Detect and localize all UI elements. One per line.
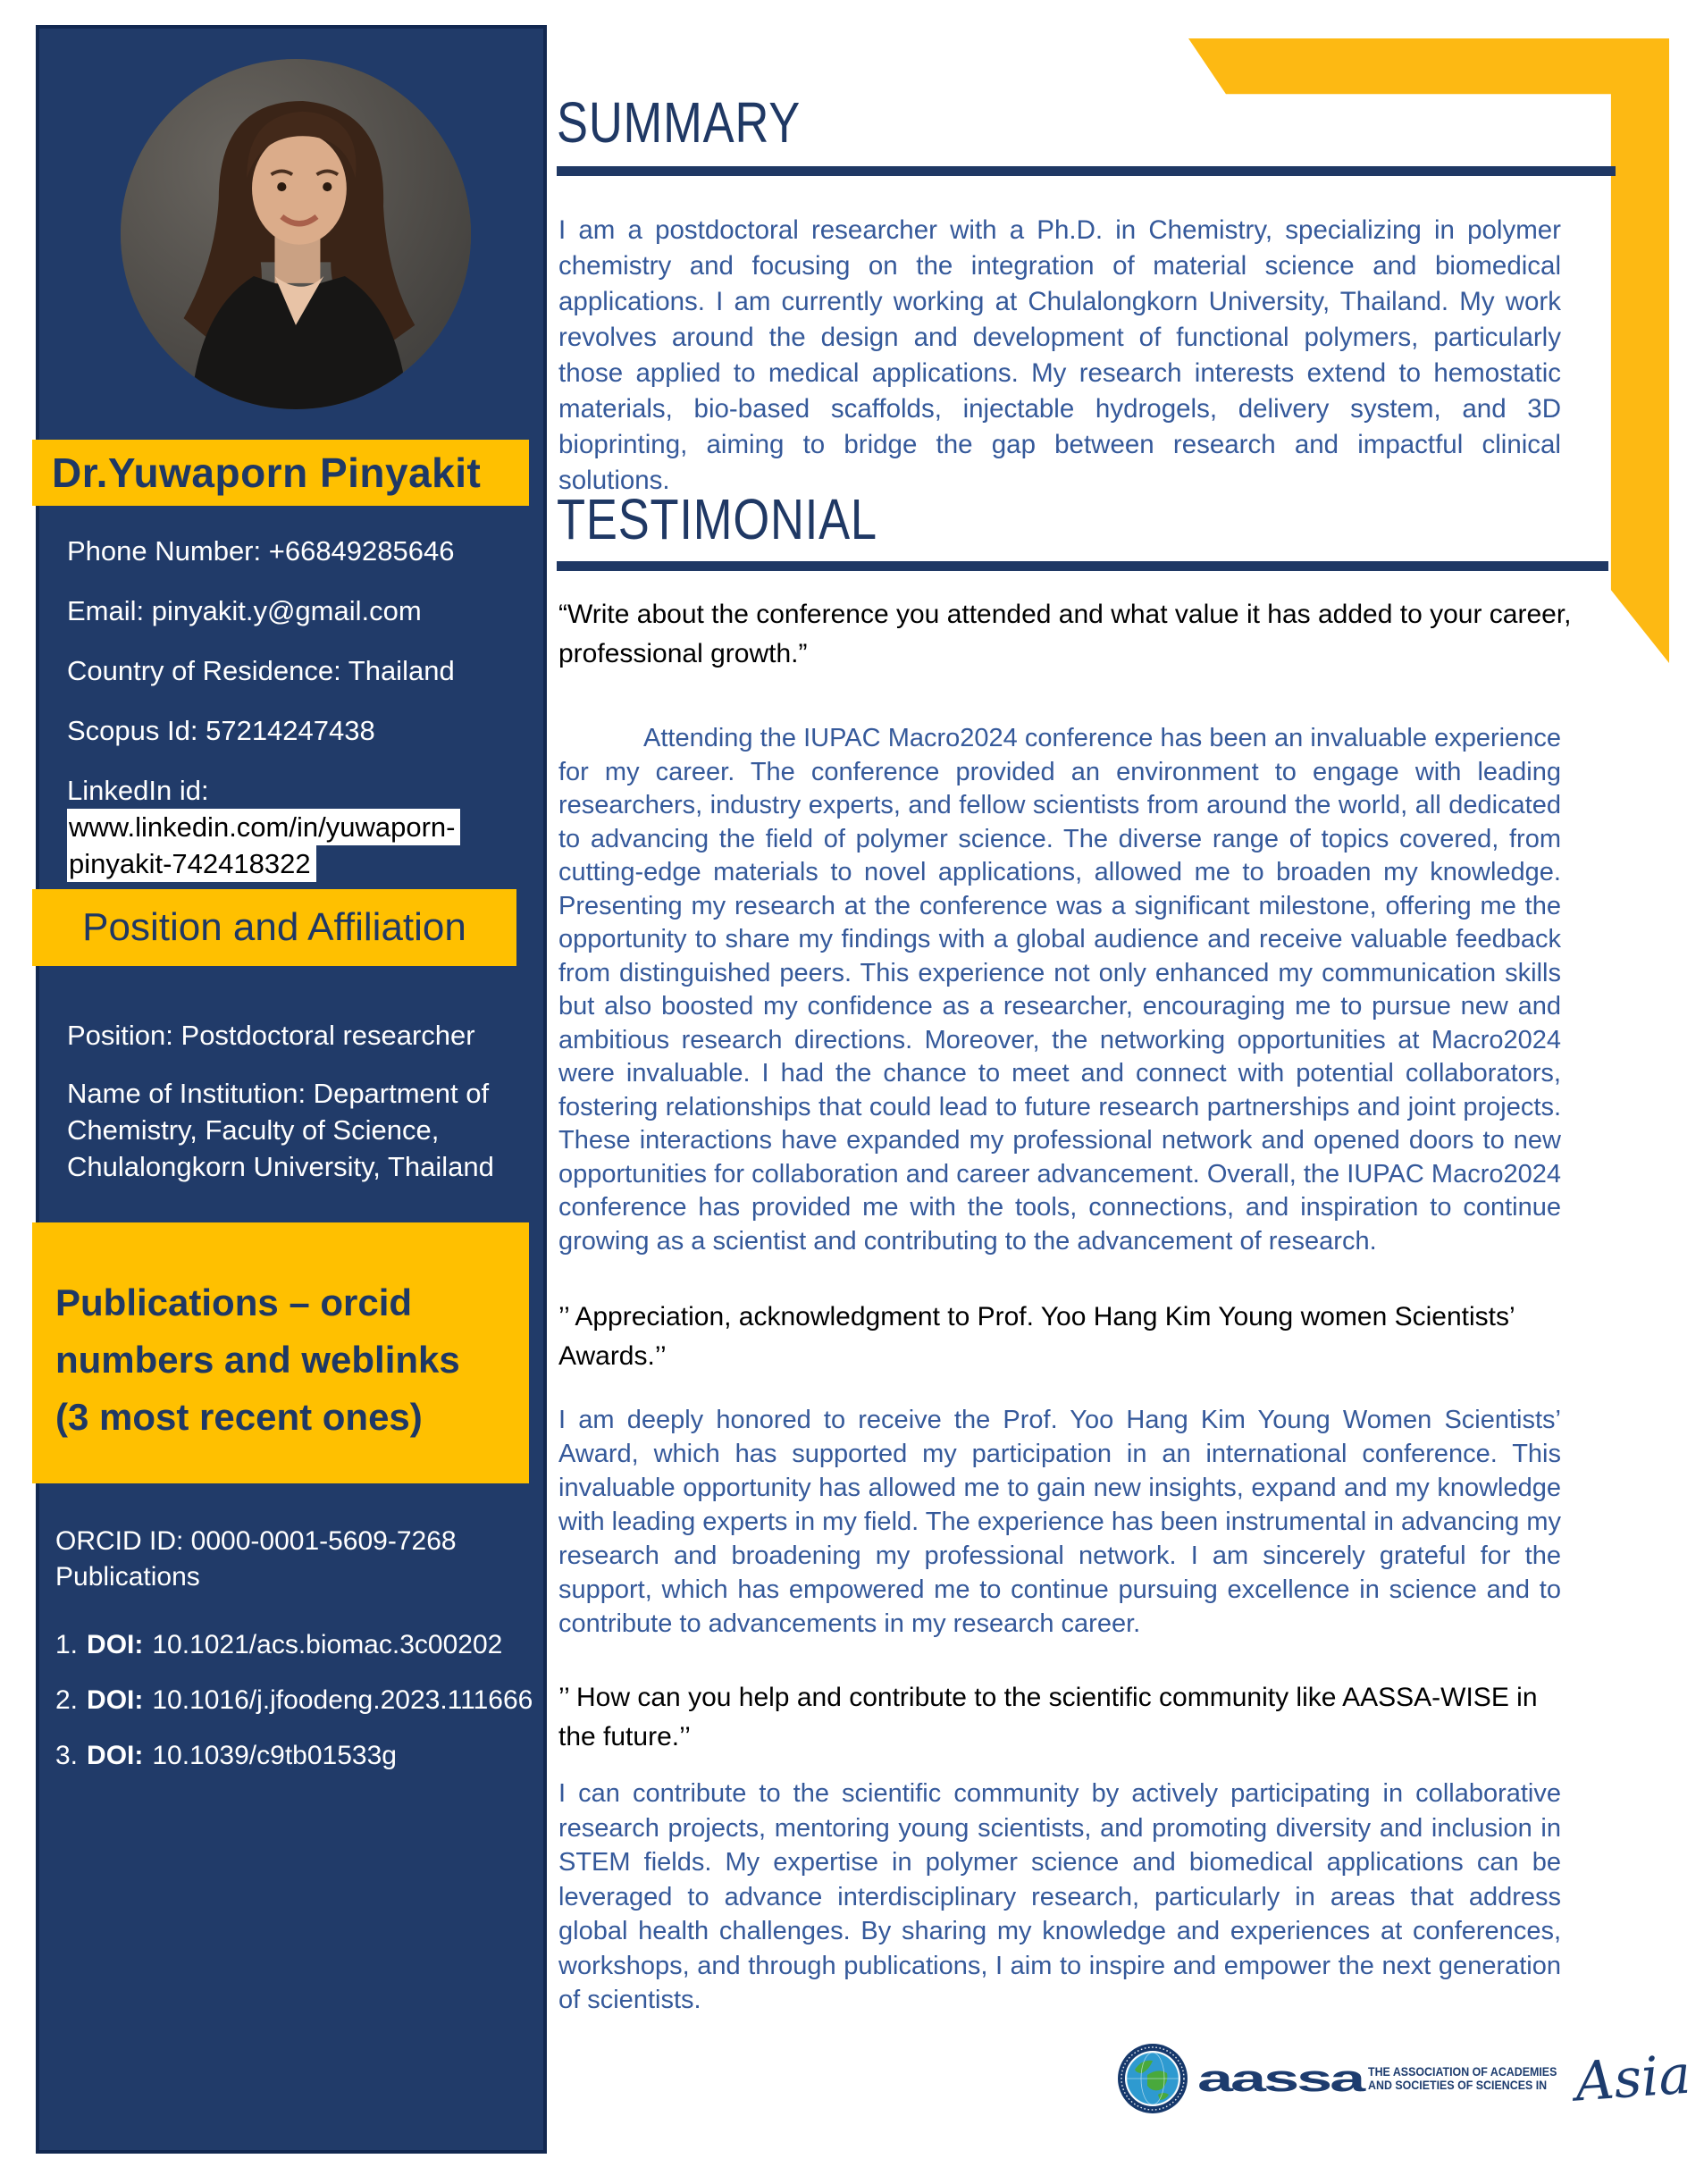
testimonial-question-2: ’’ Appreciation, acknowledgment to Prof. Yoo Hang Kim Young women Scientists’ Awards.’’ bbox=[558, 1302, 1515, 1371]
aassa-region-script: Asia bbox=[1573, 2043, 1693, 2114]
position-line: Position: Postdoctoral researcher bbox=[67, 1020, 475, 1051]
name-banner bbox=[32, 440, 529, 506]
profile-photo bbox=[121, 59, 471, 409]
aassa-tagline: THE ASSOCIATION OF ACADEMIES AND SOCIETIES OF SCIENCES IN bbox=[1368, 2065, 1557, 2092]
doi-item bbox=[55, 1627, 542, 1663]
summary-rule bbox=[557, 166, 1616, 176]
scopus-line: Scopus Id: 57214247438 bbox=[67, 715, 375, 746]
testimonial-answer-1: Attending the IUPAC Macro2024 conference has been an invaluable experience for my career. The conference provided an environment to engage with leading researchers, industry experts, and fellow scientists from around the world, all dedicated to advancing the field of polymer science. The diverse range of topics covered, from cutting-edge materials to novel applications, allowed me to broaden my knowledge. Presenting my research at the conference was a significant milestone, offering me the opportunity to share my findings with a global audience and receive valuable feedback from distinguished peers. This experience not only enhanced my communication skills but also boosted my confidence as a researcher, encouraging me to pursue new and ambitious research directions. Moreover, the networking opportunities at Macro2024 were invaluable. I had the chance to meet and connect with potential collaborators, fostering relationships that could lead to future research partnerships and joint projects. These interactions have expanded my professional network and opened doors to new opportunities for collaboration and career advancement. Overall, the IUPAC Macro2024 conference has provided me with the tools, connections, and inspiration to continue growing as a scientist and contributing to the advancement of research. bbox=[558, 724, 1561, 1256]
testimonial-rule bbox=[557, 561, 1608, 571]
position-block bbox=[67, 1017, 518, 1185]
position-affiliation-banner bbox=[32, 889, 516, 966]
publications-label: Publications bbox=[55, 1562, 200, 1592]
portrait-illustration bbox=[121, 59, 471, 409]
person-name: Dr.Yuwaporn Pinyakit bbox=[52, 449, 482, 496]
testimonial-answer-3: I can contribute to the scientific community by actively participating in collaborative research projects, mentoring young scientists, and promoting diversity and inclusion in STEM fields. My expertise in polymer science and biomedical applications can be leveraged to advance interdisciplinary research, particularly in areas that address global health challenges. By sharing my knowledge and experiences at conferences, workshops, and through publications, I aim to inspire and empower the next generation of scientists. bbox=[558, 1779, 1561, 2014]
aassa-wordmark: aassa bbox=[1197, 2057, 1364, 2100]
testimonial-answer-2: I am deeply honored to receive the Prof. Yoo Hang Kim Young Women Scientists’ Award, which has supported my participation in an international conference. This invaluable opportunity has allowed me to gain new insights, expand and my knowledge with leading experts in my field. The experience has been instrumental in advancing my research and broadening my professional network. I am sincerely grateful for the support, which has empowered me to continue pursuing excellence in science and to contribute to advancements in my research career. bbox=[558, 1406, 1561, 1638]
summary-paragraph: I am a postdoctoral researcher with a Ph.D. in Chemistry, specializing in polymer chemistry and focusing on the integration of material science and biomedical applications. I am currently working at Chulalongkorn University, Thailand. My work revolves around the design and development of functional polymers, particularly those applied to medical applications. My research interests extend to hemostatic materials, bio-based scaffolds, injectable hydrogels, delivery system, and 3D bioprinting, aiming to bridge the gap between research and impactful clinical solutions. bbox=[558, 215, 1561, 495]
doi-number: 1. bbox=[55, 1630, 79, 1659]
doi-item bbox=[55, 1738, 542, 1774]
doi-label: DOI: bbox=[87, 1630, 144, 1659]
doi-number: 3. bbox=[55, 1741, 79, 1770]
aassa-logo bbox=[1117, 2043, 1691, 2114]
orcid-id: ORCID ID: 0000-0001-5609-7268 bbox=[55, 1526, 457, 1556]
publications-title: Publications – orcid numbers and weblinks (3 most recent ones) bbox=[55, 1281, 460, 1438]
doi-label: DOI: bbox=[87, 1685, 144, 1715]
email-line: Email: pinyakit.y@gmail.com bbox=[67, 595, 422, 626]
publications-banner bbox=[32, 1222, 529, 1483]
doi-value: 10.1039/c9tb01533g bbox=[152, 1741, 397, 1770]
doi-number: 2. bbox=[55, 1685, 79, 1715]
aassa-globe-emblem-icon bbox=[1117, 2043, 1188, 2114]
doi-label: DOI: bbox=[87, 1741, 144, 1770]
doi-value: 10.1016/j.jfoodeng.2023.111666 bbox=[152, 1685, 533, 1715]
orcid-publications bbox=[55, 1524, 542, 1774]
summary-heading: SUMMARY bbox=[557, 90, 802, 155]
institution-line: Name of Institution: Department of Chemistry, Faculty of Science, Chulalongkorn University, Thailand bbox=[67, 1078, 494, 1182]
doi-value: 10.1021/acs.biomac.3c00202 bbox=[152, 1630, 503, 1659]
doi-item bbox=[55, 1683, 542, 1718]
phone-line: Phone Number: +66849285646 bbox=[67, 535, 455, 567]
linkedin-link-wrap bbox=[67, 809, 474, 882]
country-line: Country of Residence: Thailand bbox=[67, 655, 455, 686]
contact-info bbox=[67, 534, 518, 882]
position-affiliation-title: Position and Affiliation bbox=[82, 905, 466, 949]
linkedin-label: LinkedIn id: bbox=[67, 775, 209, 806]
testimonial-question-1: “Write about the conference you attended and what value it has added to your career, professional growth.” bbox=[558, 600, 1572, 668]
testimonial-heading: TESTIMONIAL bbox=[557, 487, 877, 551]
testimonial-question-3: ’’ How can you help and contribute to the scientific community like AASSA-WISE in the future.’’ bbox=[558, 1683, 1538, 1751]
linkedin-link[interactable]: www.linkedin.com/in/yuwaporn-pinyakit-742418322 bbox=[67, 809, 460, 882]
